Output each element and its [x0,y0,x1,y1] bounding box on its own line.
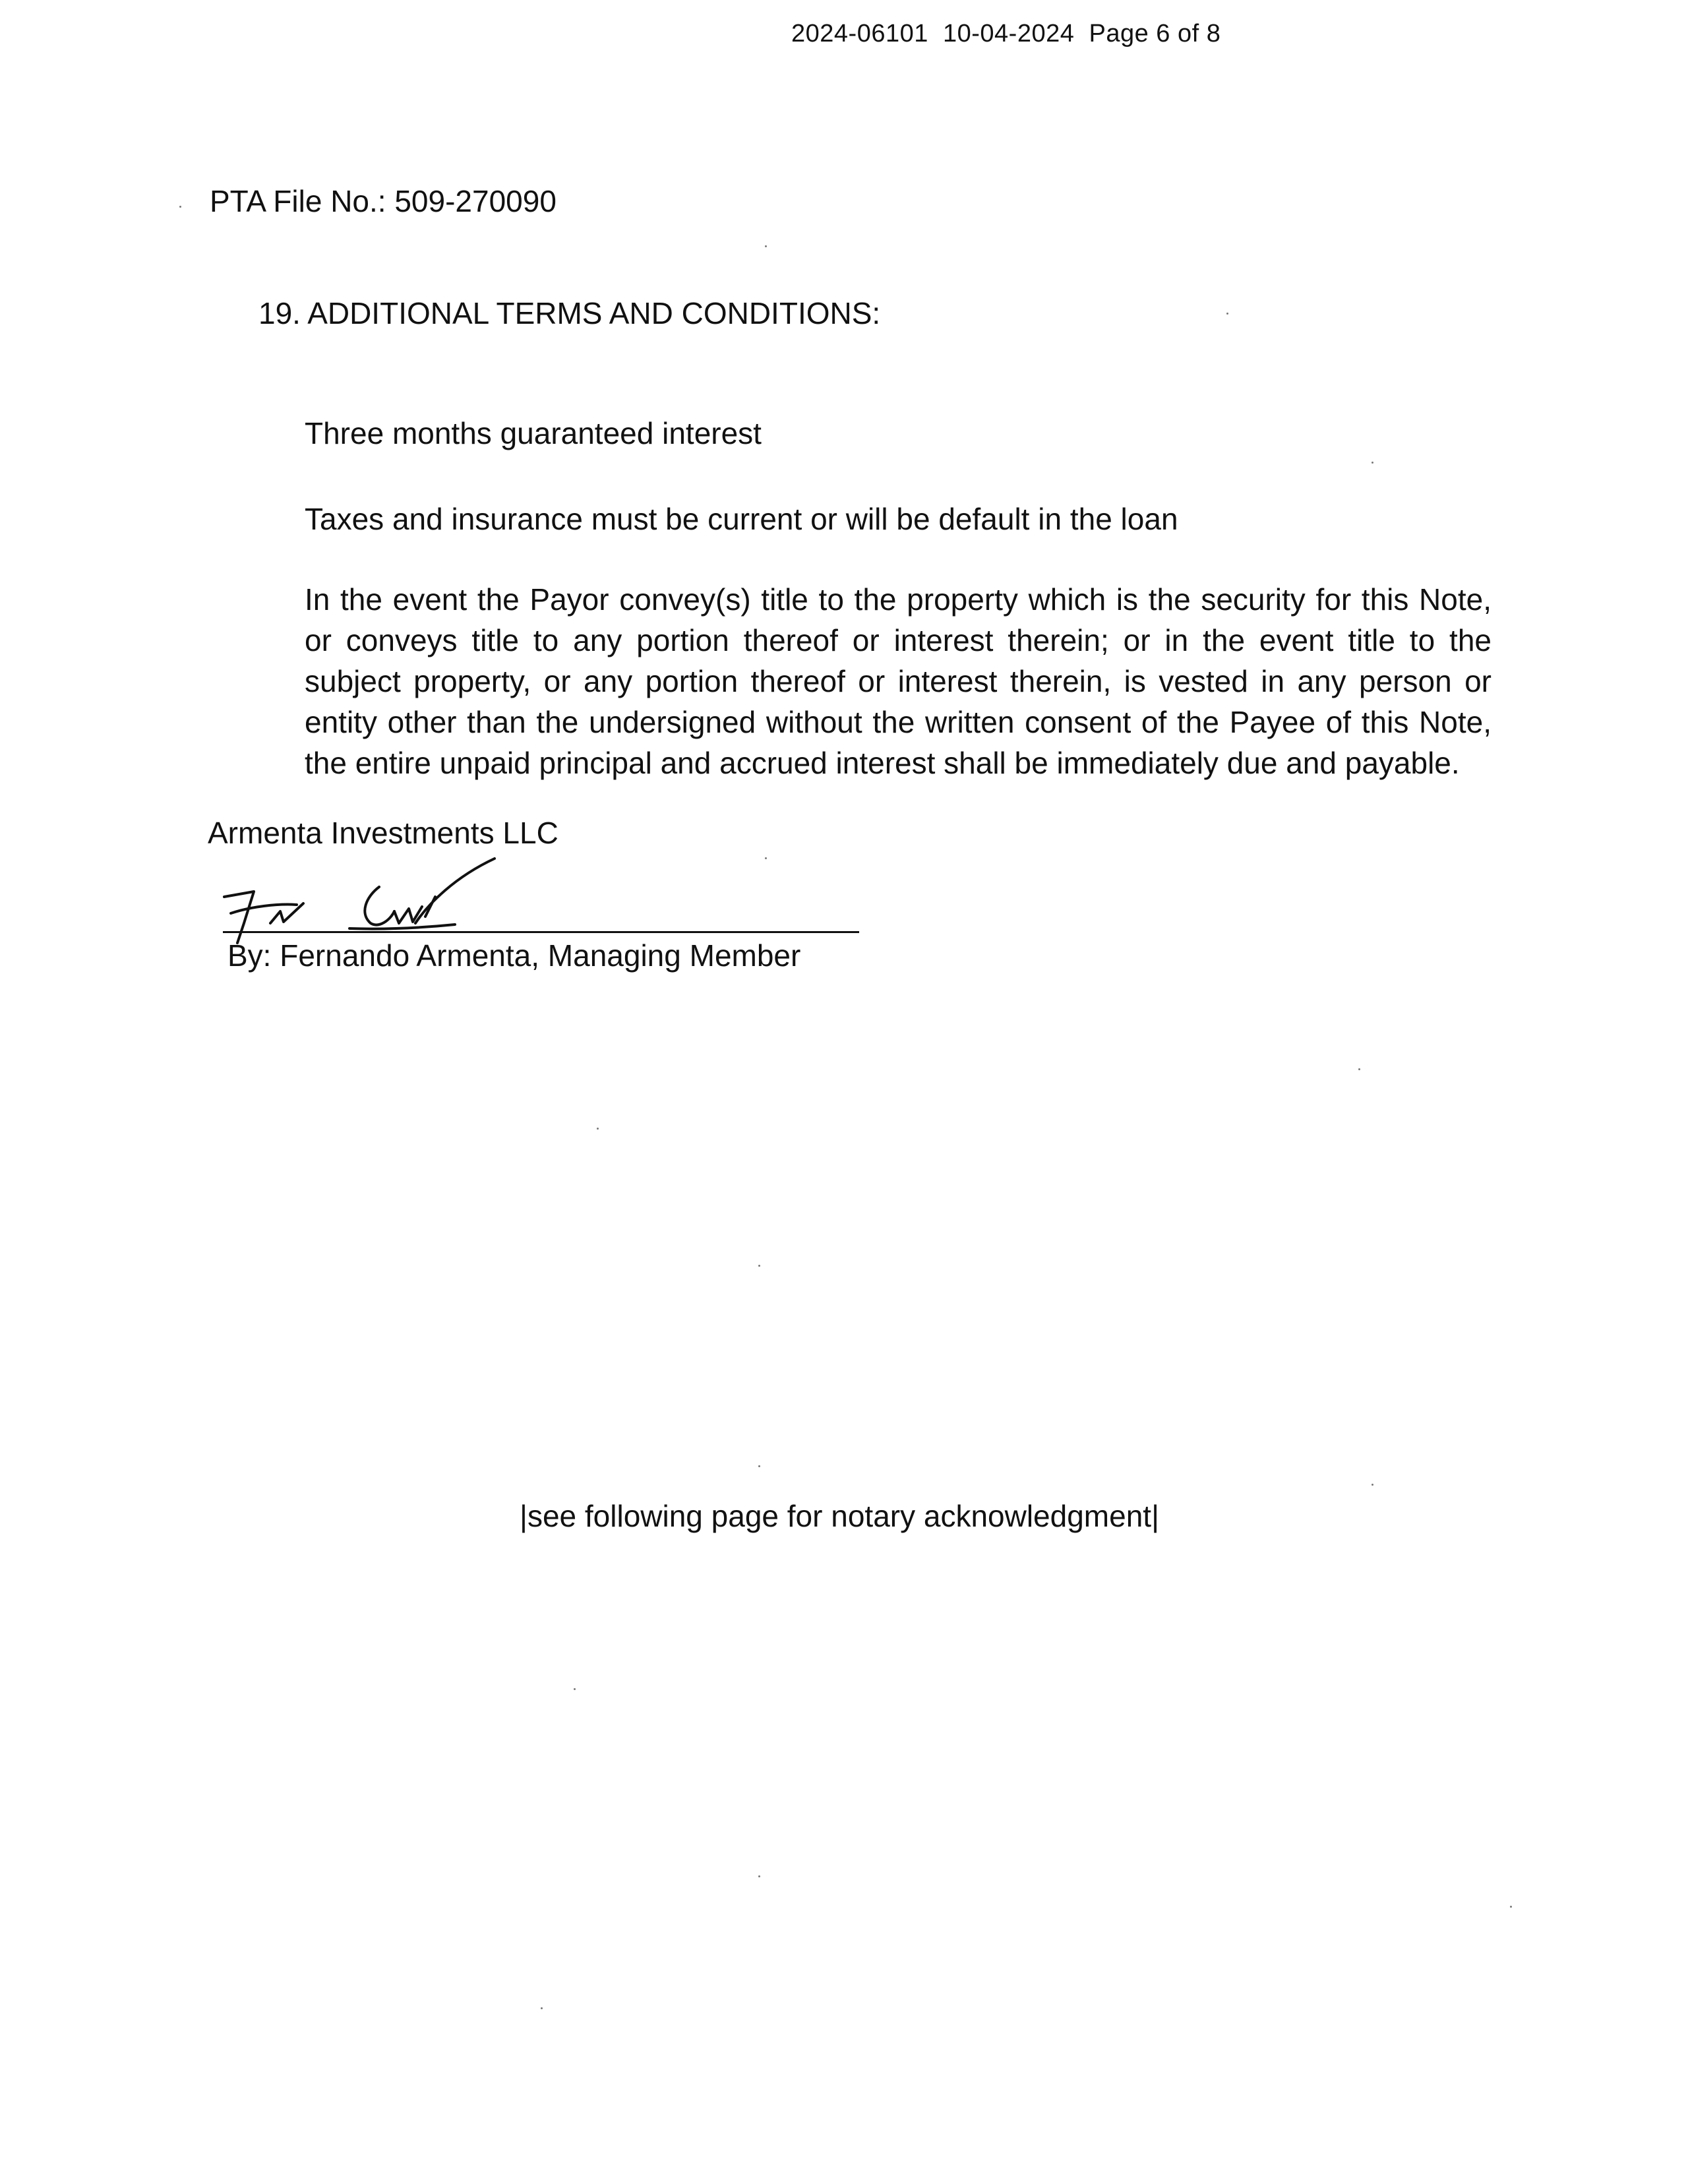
scan-speck [1226,313,1228,315]
scan-speck [765,857,767,859]
file-number: PTA File No.: 509-270090 [210,184,557,218]
recording-stamp: 2024-06101 10-04-2024 Page 6 of 8 [791,20,1221,47]
signer-company: Armenta Investments LLC [208,816,558,850]
scan-speck [1358,1068,1360,1070]
term-due-on-sale: In the event the Payor convey(s) title to the property which is the security for this Note, or conveys title to any portion thereof or interest therein; or in the event title to the subject property, or any portion thereof or interest therein, is vested in any person or entity other than the undersigned without the written consent of the Payee of this Note, the entire unpaid principal and accrued interest shall be immediately due and payable. [305,582,1492,780]
signature-line [223,931,859,933]
section-title: 19. ADDITIONAL TERMS AND CONDITIONS: [258,296,881,330]
scan-speck [597,1128,599,1130]
scan-speck [758,1875,760,1877]
scan-speck [758,1265,760,1267]
scan-speck [1372,462,1373,464]
handwritten-signature [218,851,560,950]
scan-speck [765,245,767,247]
scan-speck [179,206,181,208]
signer-name-title: By: Fernando Armenta, Managing Member [227,938,801,973]
scan-speck [1510,1906,1512,1908]
term-taxes-insurance: Taxes and insurance must be current or will be default in the loan [305,502,1178,536]
scan-speck [574,1688,576,1690]
notary-reference-note: |see following page for notary acknowledgment| [520,1499,1160,1533]
scan-speck [1372,1484,1373,1486]
scan-speck [541,2007,543,2009]
term-guaranteed-interest: Three months guaranteed interest [305,416,762,450]
scan-speck [758,1465,760,1467]
